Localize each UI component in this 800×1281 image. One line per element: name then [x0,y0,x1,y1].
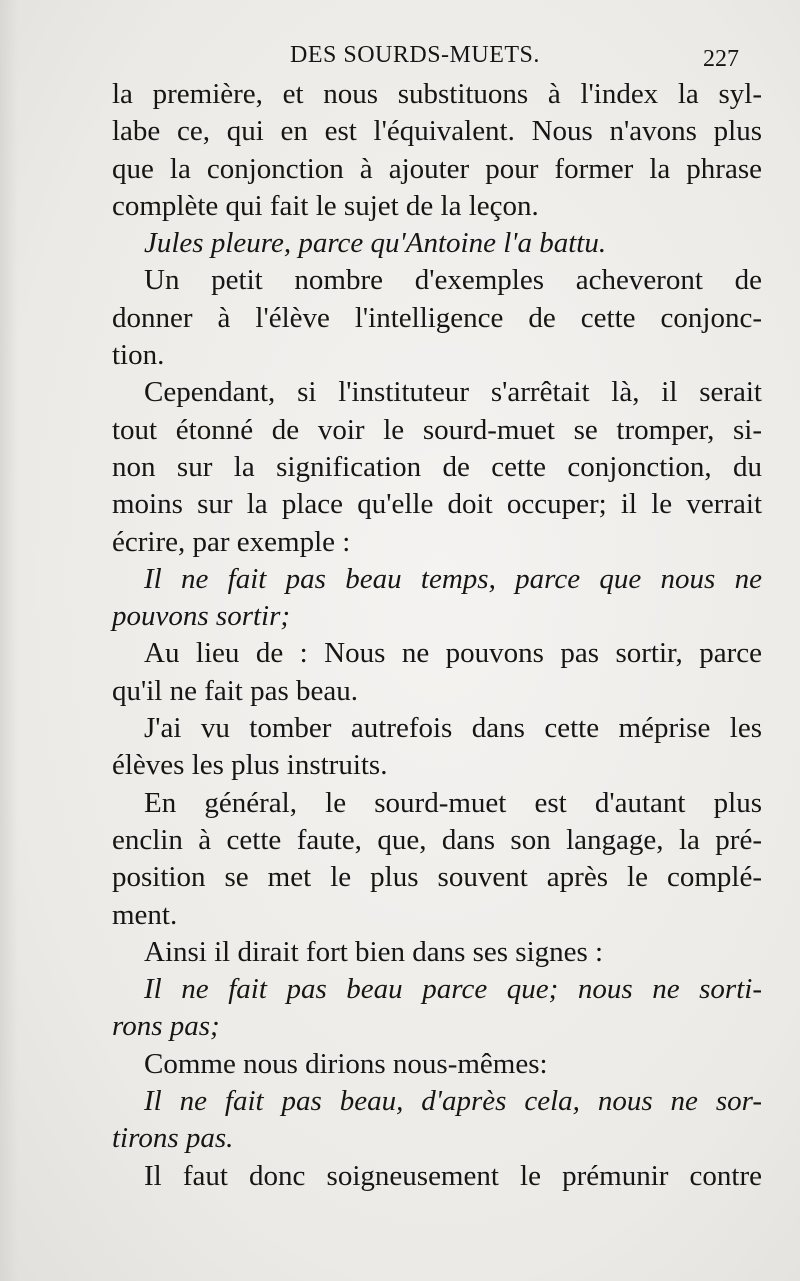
text-line: moins sur la place qu'elle doit occuper; il le verrait [112,488,762,521]
text-line: que la conjonction à ajouter pour former la phrase [112,152,762,185]
text-line: Jules pleure, parce qu'Antoine l'a battu. [144,227,607,260]
text-line: Comme nous dirions nous-mêmes: [144,1047,548,1080]
text-line: élèves les plus instruits. [112,749,388,782]
text-line: Ainsi il dirait fort bien dans ses signes : [144,935,604,968]
text-line: Il faut donc soigneusement le prémunir contre [144,1159,762,1192]
page-edge-shadow [0,0,18,1281]
text-line: rons pas; [112,1010,220,1043]
text-line: Il ne fait pas beau parce que; nous ne sorti- [144,973,762,1006]
text-line: écrire, par exemple : [112,525,351,558]
body-text [112,76,762,1195]
text-line: labe ce, qui en est l'équivalent. Nous n'avons plus [112,115,762,148]
text-line: En général, le sourd-muet est d'autant plus [144,786,762,819]
text-line: tout étonné de voir le sourd-muet se tromper, si- [112,413,762,446]
text-line: tion. [112,339,165,372]
text-line: Il ne fait pas beau temps, parce que nous ne [144,562,762,595]
text-line: enclin à cette faute, que, dans son langage, la pré- [112,823,762,856]
text-line: pouvons sortir; [112,600,291,633]
text-line: ment. [112,898,178,931]
text-line: qu'il ne fait pas beau. [112,674,359,707]
text-line: non sur la signification de cette conjonction, du [112,450,762,483]
text-line: complète qui fait le sujet de la leçon. [112,189,539,222]
text-line: Un petit nombre d'exemples acheveront de [144,264,762,297]
page-number: 227 [703,46,739,72]
text-line: donner à l'élève l'intelligence de cette conjonc- [112,301,762,334]
text-line: Cependant, si l'instituteur s'arrêtait là, il serait [144,376,762,409]
page-header [0,40,800,80]
text-line: J'ai vu tomber autrefois dans cette méprise les [144,712,762,745]
text-line: Au lieu de : Nous ne pouvons pas sortir, parce [144,637,762,670]
running-head: DES SOURDS-MUETS. [290,42,540,68]
text-line: position se met le plus souvent après le complé- [112,861,762,894]
text-line: Il ne fait pas beau, d'après cela, nous ne sor- [144,1085,762,1118]
text-line: tirons pas. [112,1122,234,1155]
text-line: la première, et nous substituons à l'index la syl- [112,78,762,110]
